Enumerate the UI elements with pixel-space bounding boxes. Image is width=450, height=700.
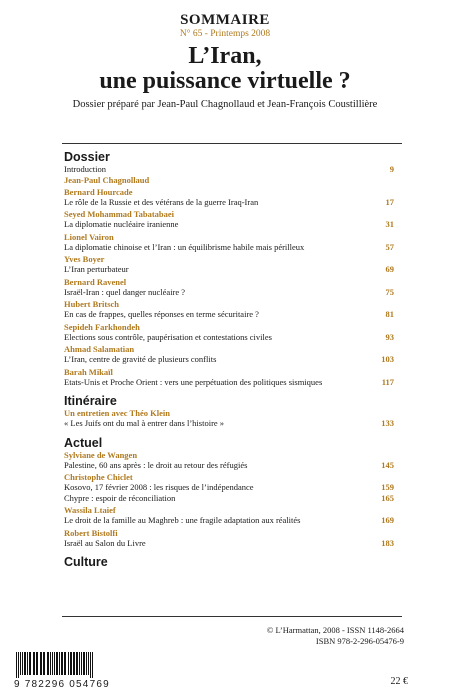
section-heading: Actuel xyxy=(64,435,103,450)
entry-line xyxy=(64,538,394,549)
barcode-bar xyxy=(79,652,80,675)
barcode-bar xyxy=(61,652,63,675)
toc-entry xyxy=(64,232,394,253)
barcode-bar xyxy=(52,652,53,675)
entry-author: Hubert Britsch xyxy=(64,299,120,309)
title-line-1: L’Iran, xyxy=(188,43,262,69)
entry-line xyxy=(64,460,394,471)
barcode-bar xyxy=(40,652,42,675)
barcode-bar xyxy=(86,652,87,675)
entry-title: En cas de frappes, quelles réponses en terme sécuritaire ? xyxy=(64,309,259,319)
barcode-bar xyxy=(47,652,49,675)
entry-page-number: 133 xyxy=(381,418,394,428)
toc-entry xyxy=(64,472,394,503)
barcode-bar xyxy=(90,652,91,678)
entry-line xyxy=(64,493,394,504)
barcode-bar xyxy=(36,652,38,675)
top-divider xyxy=(62,143,402,144)
toc-entry xyxy=(64,505,394,526)
barcode-bar xyxy=(70,652,72,675)
barcode-bar xyxy=(24,652,26,675)
sommaire-heading: SOMMAIRE xyxy=(180,12,270,28)
barcode-bar xyxy=(92,652,93,678)
barcode-bar xyxy=(33,652,35,675)
barcode-bar xyxy=(18,652,19,678)
entry-line xyxy=(64,515,394,526)
table-of-contents xyxy=(64,150,394,569)
title-line-2: une puissance virtuelle ? xyxy=(99,68,351,94)
entry-page-number: 165 xyxy=(381,492,394,503)
entry-page-number: 159 xyxy=(381,482,394,492)
entry-line xyxy=(64,332,394,343)
toc-entry xyxy=(64,322,394,343)
barcode-bar xyxy=(29,652,31,675)
barcode-bars xyxy=(14,652,110,678)
entry-author: Sepideh Farkhondeh xyxy=(64,321,140,332)
entry-line xyxy=(64,242,394,253)
entry-author: Bernard Ravenel xyxy=(64,276,127,287)
entry-title: Israël-Iran : quel danger nucléaire ? xyxy=(64,286,186,297)
entry-title: « Les Juifs ont du mal à entrer dans l’histoire » xyxy=(64,418,225,428)
barcode-bar xyxy=(22,652,23,675)
entry-title: Israël au Salon du Livre xyxy=(64,537,146,548)
section-heading: Dossier xyxy=(64,150,110,164)
entry-page-number: 103 xyxy=(381,354,394,364)
entry-author: Bernard Hourcade xyxy=(64,186,133,197)
entry-page-number: 169 xyxy=(381,515,394,525)
toc-entry xyxy=(64,299,394,320)
entry-line xyxy=(64,219,394,230)
entry-page-number: 9 xyxy=(389,164,394,174)
barcode-bar xyxy=(16,652,17,678)
footer xyxy=(267,625,404,647)
entry-line xyxy=(64,309,394,320)
entry-author: Jean-Paul Chagnollaud xyxy=(64,174,150,185)
barcode-bar xyxy=(73,652,75,675)
toc-entry xyxy=(64,344,394,365)
barcode-bar xyxy=(68,652,69,675)
entry-line xyxy=(64,482,394,493)
bottom-divider xyxy=(62,616,402,617)
barcode-bar xyxy=(76,652,78,675)
entry-title: Palestine, 60 ans après : le droit au retour des réfugiés xyxy=(64,459,248,470)
header xyxy=(0,0,450,111)
entry-title: Kosovo, 17 février 2008 : les risques de l’indépendance xyxy=(64,482,254,492)
entry-author: Sylviane de Wangen xyxy=(64,449,138,460)
entry-author: Ahmad Salamatian xyxy=(64,344,135,354)
entry-title: Elections sous contrôle, paupérisation et contestations civiles xyxy=(64,331,272,342)
toc-entry xyxy=(64,164,394,185)
toc-entry xyxy=(64,450,394,471)
section-heading: Itinéraire xyxy=(64,394,117,408)
toc-entry xyxy=(64,408,394,429)
issue-info: N° 65 - Printemps 2008 xyxy=(179,29,271,39)
entry-page-number: 117 xyxy=(381,376,394,387)
barcode-number: 9 782296 054769 xyxy=(14,679,110,690)
toc-entry xyxy=(64,254,394,275)
barcode-bar xyxy=(81,652,82,675)
entry-page-number: 81 xyxy=(385,309,394,319)
toc-entry xyxy=(64,277,394,298)
entry-author: Wassila Ltaief xyxy=(64,505,116,515)
entry-page-number: 17 xyxy=(385,196,394,207)
entry-line xyxy=(64,287,394,298)
barcode-bar xyxy=(83,652,85,675)
entry-title: La diplomatie nucléaire iranienne xyxy=(64,219,179,229)
entry-page-number: 57 xyxy=(385,241,394,252)
barcode-bar xyxy=(50,652,51,675)
toc-entry xyxy=(64,528,394,549)
barcode-bar xyxy=(43,652,45,675)
barcode-bar xyxy=(59,652,60,675)
entry-page-number: 183 xyxy=(381,537,394,548)
barcode-bar xyxy=(54,652,55,675)
entry-page-number: 75 xyxy=(385,286,394,297)
entry-line xyxy=(64,418,394,429)
entry-title: Le rôle de la Russie et des vétérans de la guerre Iraq-Iran xyxy=(64,196,259,207)
barcode-bar xyxy=(88,652,89,675)
entry-title: Introduction xyxy=(64,164,107,174)
entry-author: Robert Bistolfi xyxy=(64,527,118,538)
entry-author: Christophe Chiclet xyxy=(64,472,133,482)
entry-page-number: 145 xyxy=(381,459,394,470)
entry-title: L’Iran perturbateur xyxy=(64,264,129,274)
entry-line xyxy=(64,377,394,388)
entry-title: Le droit de la famille au Maghreb : une fragile adaptation aux réalités xyxy=(64,515,301,525)
barcode-bar xyxy=(64,652,66,675)
entry-author: Yves Boyer xyxy=(64,254,105,264)
toc-entry xyxy=(64,209,394,230)
entry-page-number: 93 xyxy=(385,331,394,342)
isbn-text: ISBN 978-2-296-05476-9 xyxy=(315,636,404,646)
section-heading: Culture xyxy=(64,555,108,569)
entry-line xyxy=(64,164,394,175)
entry-page-number: 69 xyxy=(385,264,394,274)
barcode-bar xyxy=(27,652,28,675)
price: 22 € xyxy=(390,676,408,687)
toc-entry xyxy=(64,367,394,388)
entry-line xyxy=(64,354,394,365)
entry-title: Etats-Unis et Proche Orient : vers une perpétuation des politiques sismiques xyxy=(64,376,323,387)
entry-title: Chypre : espoir de réconciliation xyxy=(64,492,176,503)
entry-author: Barah Mikaïl xyxy=(64,366,113,377)
entry-author: Seyed Mohammad Tabatabaei xyxy=(64,209,175,219)
entry-page-number: 31 xyxy=(385,219,394,229)
entry-author: Lionel Vairon xyxy=(64,231,114,242)
entry-line xyxy=(64,264,394,275)
entry-line xyxy=(64,197,394,208)
entry-title: La diplomatie chinoise et l’Iran : un équilibrisme habile mais périlleux xyxy=(64,241,305,252)
copyright-text: © L’Harmattan, 2008 - ISSN 1148-2664 xyxy=(266,625,404,635)
entry-author: Un entretien avec Théo Klein xyxy=(64,408,170,418)
main-title xyxy=(0,44,450,94)
barcode xyxy=(14,652,110,690)
toc-entry xyxy=(64,187,394,208)
barcode-bar xyxy=(56,652,58,675)
barcode-bar xyxy=(20,652,21,675)
dossier-subtitle: Dossier préparé par Jean-Paul Chagnollaud et Jean-François Coustillière xyxy=(72,99,378,110)
entry-title: L’Iran, centre de gravité de plusieurs conflits xyxy=(64,354,217,364)
